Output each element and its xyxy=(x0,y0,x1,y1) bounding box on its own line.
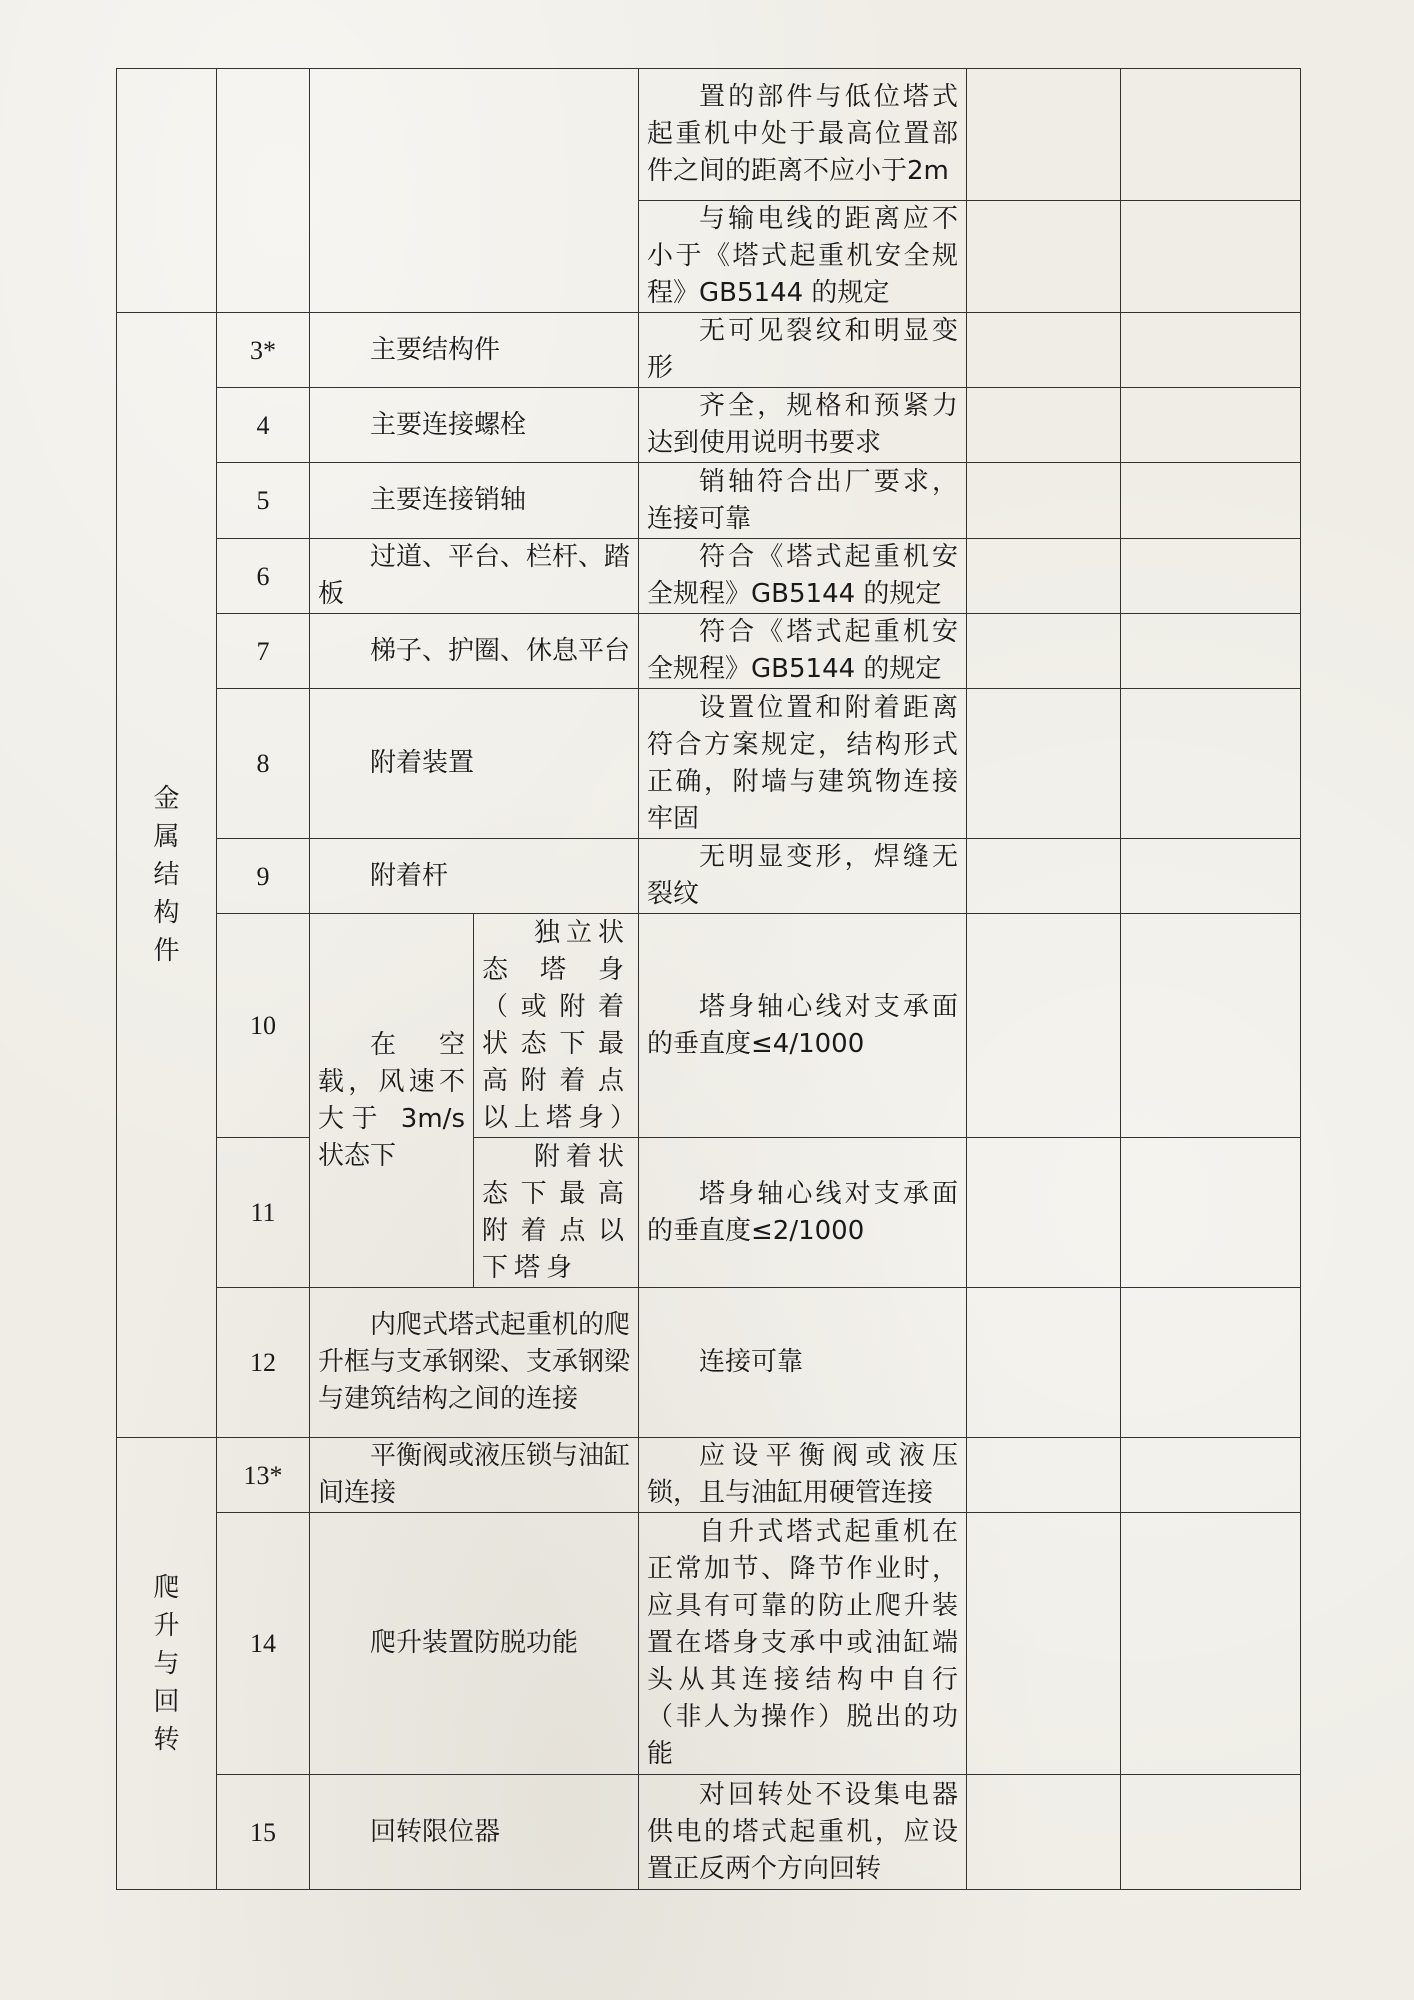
item-cell: 主要结构件 xyxy=(310,313,639,388)
number-cell: 15 xyxy=(217,1775,310,1890)
remark-cell[interactable] xyxy=(1121,1438,1301,1513)
standard-cell: 置的部件与低位塔式起重机中处于最高位置部件之间的距离不应小于2m xyxy=(639,69,967,201)
result-cell[interactable] xyxy=(967,463,1121,539)
result-cell[interactable] xyxy=(967,539,1121,614)
item-cell: 爬升装置防脱功能 xyxy=(310,1513,639,1775)
category-cell xyxy=(117,69,217,313)
standard-cell: 无可见裂纹和明显变形 xyxy=(639,313,967,388)
result-cell[interactable] xyxy=(967,1138,1121,1288)
number-cell: 7 xyxy=(217,614,310,689)
result-cell[interactable] xyxy=(967,839,1121,914)
result-cell[interactable] xyxy=(967,1438,1121,1513)
number-cell: 9 xyxy=(217,839,310,914)
standard-cell: 符合《塔式起重机安全规程》GB5144 的规定 xyxy=(639,614,967,689)
item-cell: 主要连接螺栓 xyxy=(310,388,639,463)
standard-cell: 齐全，规格和预紧力达到使用说明书要求 xyxy=(639,388,967,463)
item-cell: 平衡阀或液压锁与油缸间连接 xyxy=(310,1438,639,1513)
remark-cell[interactable] xyxy=(1121,839,1301,914)
remark-cell[interactable] xyxy=(1121,1513,1301,1775)
result-cell[interactable] xyxy=(967,201,1121,313)
standard-cell: 设置位置和附着距离符合方案规定，结构形式正确，附墙与建筑物连接牢固 xyxy=(639,689,967,839)
remark-cell[interactable] xyxy=(1121,1775,1301,1890)
number-cell: 3* xyxy=(217,313,310,388)
remark-cell[interactable] xyxy=(1121,689,1301,839)
result-cell[interactable] xyxy=(967,1513,1121,1775)
remark-cell[interactable] xyxy=(1121,614,1301,689)
item-cell: 附着装置 xyxy=(310,689,639,839)
item-cell: 附着杆 xyxy=(310,839,639,914)
table-row xyxy=(117,1138,1301,1288)
remark-cell[interactable] xyxy=(1121,1288,1301,1438)
result-cell[interactable] xyxy=(967,388,1121,463)
table-row xyxy=(117,313,1301,388)
table-row xyxy=(117,689,1301,839)
item-cell: 回转限位器 xyxy=(310,1775,639,1890)
number-cell xyxy=(217,69,310,313)
result-cell[interactable] xyxy=(967,313,1121,388)
item-cell: 内爬式塔式起重机的爬升框与支承钢梁、支承钢梁与建筑结构之间的连接 xyxy=(310,1288,639,1438)
table-row xyxy=(117,388,1301,463)
item-cell xyxy=(310,69,639,313)
result-cell[interactable] xyxy=(967,1288,1121,1438)
result-cell[interactable] xyxy=(967,1775,1121,1890)
remark-cell[interactable] xyxy=(1121,201,1301,313)
table-row xyxy=(117,1438,1301,1513)
item-cell: 过道、平台、栏杆、踏板 xyxy=(310,539,639,614)
remark-cell[interactable] xyxy=(1121,388,1301,463)
number-cell: 11 xyxy=(217,1138,310,1288)
item-cell: 主要连接销轴 xyxy=(310,463,639,539)
table-row xyxy=(117,539,1301,614)
remark-cell[interactable] xyxy=(1121,539,1301,614)
result-cell[interactable] xyxy=(967,914,1121,1138)
category-label: 金属结构件 xyxy=(153,784,180,966)
table-row xyxy=(117,69,1301,201)
standard-cell: 连接可靠 xyxy=(639,1288,967,1438)
standard-cell: 塔身轴心线对支承面的垂直度≤4/1000 xyxy=(639,914,967,1138)
remark-cell[interactable] xyxy=(1121,69,1301,201)
condition-cell: 在空载，风速不大于 3m/s 状态下 xyxy=(310,914,474,1288)
inspection-table xyxy=(116,68,1301,1890)
sub-item-cell: 附着状态下最高附着点以下塔身 xyxy=(474,1138,639,1288)
standard-cell: 与输电线的距离应不小于《塔式起重机安全规程》GB5144 的规定 xyxy=(639,201,967,313)
standard-cell: 塔身轴心线对支承面的垂直度≤2/1000 xyxy=(639,1138,967,1288)
item-cell: 梯子、护圈、休息平台 xyxy=(310,614,639,689)
standard-cell: 销轴符合出厂要求，连接可靠 xyxy=(639,463,967,539)
remark-cell[interactable] xyxy=(1121,1138,1301,1288)
table-row xyxy=(117,1513,1301,1775)
remark-cell[interactable] xyxy=(1121,313,1301,388)
table-row xyxy=(117,1775,1301,1890)
category-label: 爬升与回转 xyxy=(153,1572,180,1755)
standard-cell: 对回转处不设集电器供电的塔式起重机，应设置正反两个方向回转 xyxy=(639,1775,967,1890)
table-row xyxy=(117,1288,1301,1438)
category-cell-metal xyxy=(117,313,217,1438)
number-cell: 14 xyxy=(217,1513,310,1775)
number-cell: 10 xyxy=(217,914,310,1138)
result-cell[interactable] xyxy=(967,69,1121,201)
number-cell: 13* xyxy=(217,1438,310,1513)
standard-cell: 应设平衡阀或液压锁，且与油缸用硬管连接 xyxy=(639,1438,967,1513)
sub-item-cell: 独立状态塔身（或附着状态下最高附着点以上塔身） xyxy=(474,914,639,1138)
table-row xyxy=(117,839,1301,914)
number-cell: 5 xyxy=(217,463,310,539)
table-row xyxy=(117,914,1301,1138)
remark-cell[interactable] xyxy=(1121,914,1301,1138)
number-cell: 8 xyxy=(217,689,310,839)
standard-cell: 无明显变形，焊缝无裂纹 xyxy=(639,839,967,914)
table-row xyxy=(117,463,1301,539)
table-row xyxy=(117,614,1301,689)
standard-cell: 符合《塔式起重机安全规程》GB5144 的规定 xyxy=(639,539,967,614)
number-cell: 4 xyxy=(217,388,310,463)
result-cell[interactable] xyxy=(967,689,1121,839)
result-cell[interactable] xyxy=(967,614,1121,689)
number-cell: 6 xyxy=(217,539,310,614)
remark-cell[interactable] xyxy=(1121,463,1301,539)
standard-cell: 自升式塔式起重机在正常加节、降节作业时，应具有可靠的防止爬升装置在塔身支承中或油缸端头从其连接结构中自行（非人为操作）脱出的功能 xyxy=(639,1513,967,1775)
number-cell: 12 xyxy=(217,1288,310,1438)
category-cell-climb xyxy=(117,1438,217,1890)
